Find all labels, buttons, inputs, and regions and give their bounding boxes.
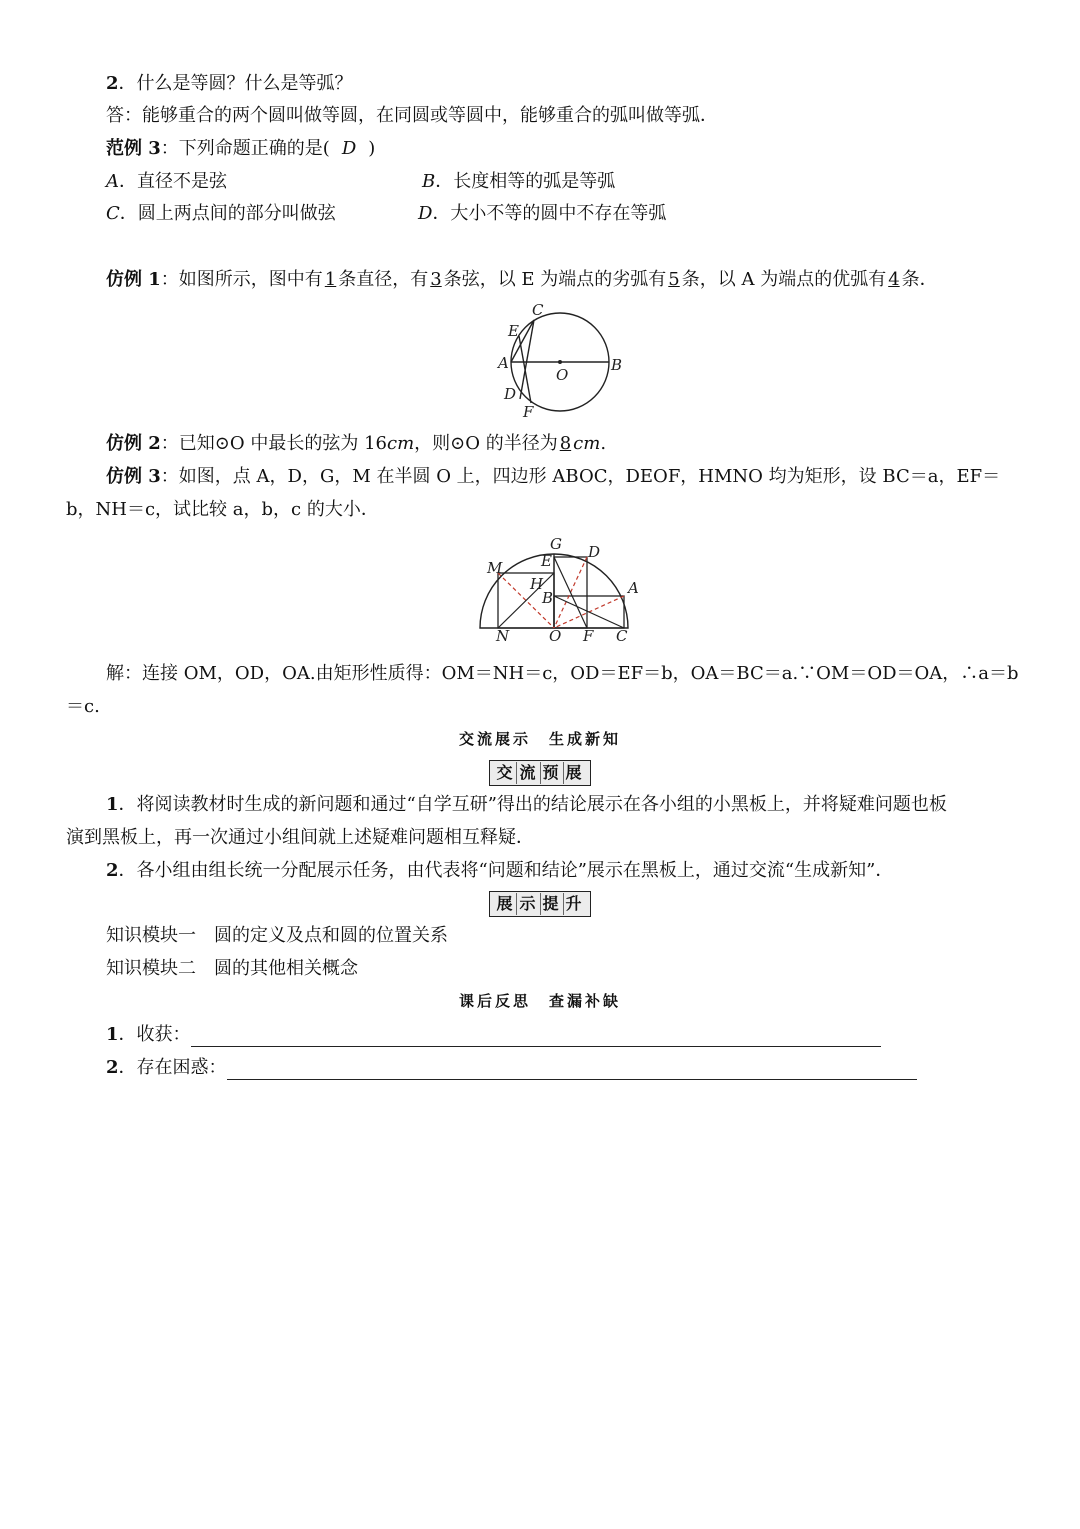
option-a <box>106 170 227 194</box>
text: ：如图所示，图中有 <box>160 269 323 290</box>
option-text: ．圆上两点间的部分叫做弦 <box>119 203 336 224</box>
item-number: 2 <box>106 1057 119 1078</box>
label-d: D <box>588 543 601 561</box>
knowledge-module-1: 知识模块一 圆的定义及点和圆的位置关系 <box>106 925 448 946</box>
option-letter: A <box>106 171 119 192</box>
label-f: F <box>583 627 594 645</box>
badge-char: 提 <box>541 893 564 915</box>
label-f: F <box>523 403 534 421</box>
label-b: B <box>611 356 623 374</box>
option-text: ．直径不是弦 <box>119 171 227 192</box>
label-m: M <box>487 559 503 577</box>
text: 条直径，有 <box>338 269 429 290</box>
answer-blank: 8 <box>559 433 572 454</box>
label-a: A <box>628 579 639 597</box>
option-d <box>418 202 666 226</box>
label-o: O <box>556 366 569 384</box>
center-point <box>558 360 562 364</box>
item-text: ．收获： <box>118 1024 191 1045</box>
option-c <box>106 202 336 226</box>
gains-blank-line[interactable] <box>191 1028 881 1047</box>
option-letter: B <box>422 171 436 192</box>
solution-line-1: 解：连接 OM，OD，OA.由矩形性质得：OM＝NH＝c，OD＝EF＝b，OA＝BC＝a.∵OM＝OD＝OA，∴a＝b <box>106 663 1019 684</box>
option-text: ．大小不等的圆中不存在等弧 <box>432 203 667 224</box>
badge-char: 流 <box>517 762 540 784</box>
item-number: 1 <box>106 1024 119 1045</box>
badge-box <box>489 891 590 917</box>
imitation-1 <box>106 268 938 292</box>
option-text: ．长度相等的弧是等弧 <box>435 171 616 192</box>
option-letter: C <box>106 203 120 224</box>
text: ，则⊙O 的半径为 <box>414 433 558 454</box>
exchange-item-1-line-1 <box>106 793 947 817</box>
exchange-item-2 <box>106 859 893 883</box>
label-c: C <box>532 301 544 319</box>
answer-blank: 3 <box>430 269 442 290</box>
answer-blank: 5 <box>668 269 680 290</box>
text: 条． <box>901 269 938 290</box>
label-h: H <box>530 575 544 593</box>
knowledge-module-2: 知识模块二 圆的其他相关概念 <box>106 958 358 979</box>
answer-blank: 1 <box>324 269 337 290</box>
item-text: ．存在困惑： <box>118 1057 227 1078</box>
question-text: ．什么是等圆？什么是等弧？ <box>118 73 353 94</box>
imitation-2 <box>106 432 606 456</box>
confusion-blank-line[interactable] <box>227 1061 917 1080</box>
imitation-label: 仿例 2 <box>106 433 161 454</box>
label-c: C <box>616 627 628 645</box>
badge-box <box>489 760 590 786</box>
solution-line-2: ＝c. <box>66 696 100 717</box>
item-number: 1 <box>106 794 119 815</box>
section-badge-preview <box>0 760 1080 786</box>
semicircle-figure <box>474 533 644 648</box>
option-letter: D <box>418 203 433 224</box>
imitation-3-line-1 <box>106 465 1000 489</box>
text: 条弦，以 E 为端点的劣弧有 <box>443 269 667 290</box>
reflection-confusion <box>106 1056 917 1080</box>
badge-char: 交 <box>494 762 517 784</box>
question-2-answer: 答：能够重合的两个圆叫做等圆，在同圆或等圆中，能够重合的弧叫做等弧． <box>106 105 718 126</box>
imitation-label: 仿例 1 <box>106 269 161 290</box>
item-text: ．各小组由组长统一分配展示任务，由代表将“问题和结论”展示在黑板上，通过交流“生成新知”． <box>118 860 894 881</box>
text: ：已知⊙O 中最长的弦为 16 <box>160 433 387 454</box>
unit: cm <box>386 433 415 454</box>
section-title-exchange: 交流展示 生成新知 <box>458 730 621 748</box>
unit: cm <box>573 433 601 454</box>
text: . <box>600 433 607 454</box>
item-text: ．将阅读教材时生成的新问题和通过“自学互研”得出的结论展示在各小组的小黑板上，并将疑难问题也板 <box>118 794 947 815</box>
question-number: 2 <box>106 73 119 94</box>
exchange-item-1-line-2: 演到黑板上，再一次通过小组间就上述疑难问题相互释疑． <box>66 827 534 848</box>
label-n: N <box>496 627 510 645</box>
label-a: A <box>498 354 509 372</box>
label-d: D <box>504 385 517 403</box>
badge-char: 展 <box>565 763 584 782</box>
label-e: E <box>541 552 552 570</box>
badge-char: 升 <box>565 894 584 913</box>
option-b <box>422 170 615 194</box>
label-e: E <box>508 322 519 340</box>
example-answer: D <box>341 138 357 159</box>
example-3-stem <box>106 137 375 161</box>
badge-char: 示 <box>517 893 540 915</box>
example-close: ) <box>368 138 376 159</box>
section-title-reflection: 课后反思 查漏补缺 <box>458 992 621 1010</box>
label-b: B <box>542 589 554 607</box>
badge-char: 预 <box>541 762 564 784</box>
imitation-3-line-2: b，NH＝c，试比较 a，b，c 的大小． <box>66 499 379 520</box>
imitation-label: 仿例 3 <box>106 466 161 487</box>
label-g: G <box>550 535 562 553</box>
label-o: O <box>549 627 562 645</box>
example-stem: ：下列命题正确的是( <box>160 138 330 159</box>
example-label: 范例 3 <box>106 138 161 159</box>
answer-blank: 4 <box>888 269 900 290</box>
circle-figure <box>490 298 630 423</box>
section-badge-display <box>0 891 1080 917</box>
text: 条，以 A 为端点的优弧有 <box>681 269 887 290</box>
badge-char: 展 <box>494 893 517 915</box>
item-number: 2 <box>106 860 119 881</box>
question-2 <box>106 72 353 96</box>
reflection-gains <box>106 1023 881 1047</box>
text: ：如图，点 A，D，G，M 在半圆 O 上，四边形 ABOC，DEOF，HMNO 均为矩形，设 BC＝a，EF＝ <box>160 466 1001 487</box>
